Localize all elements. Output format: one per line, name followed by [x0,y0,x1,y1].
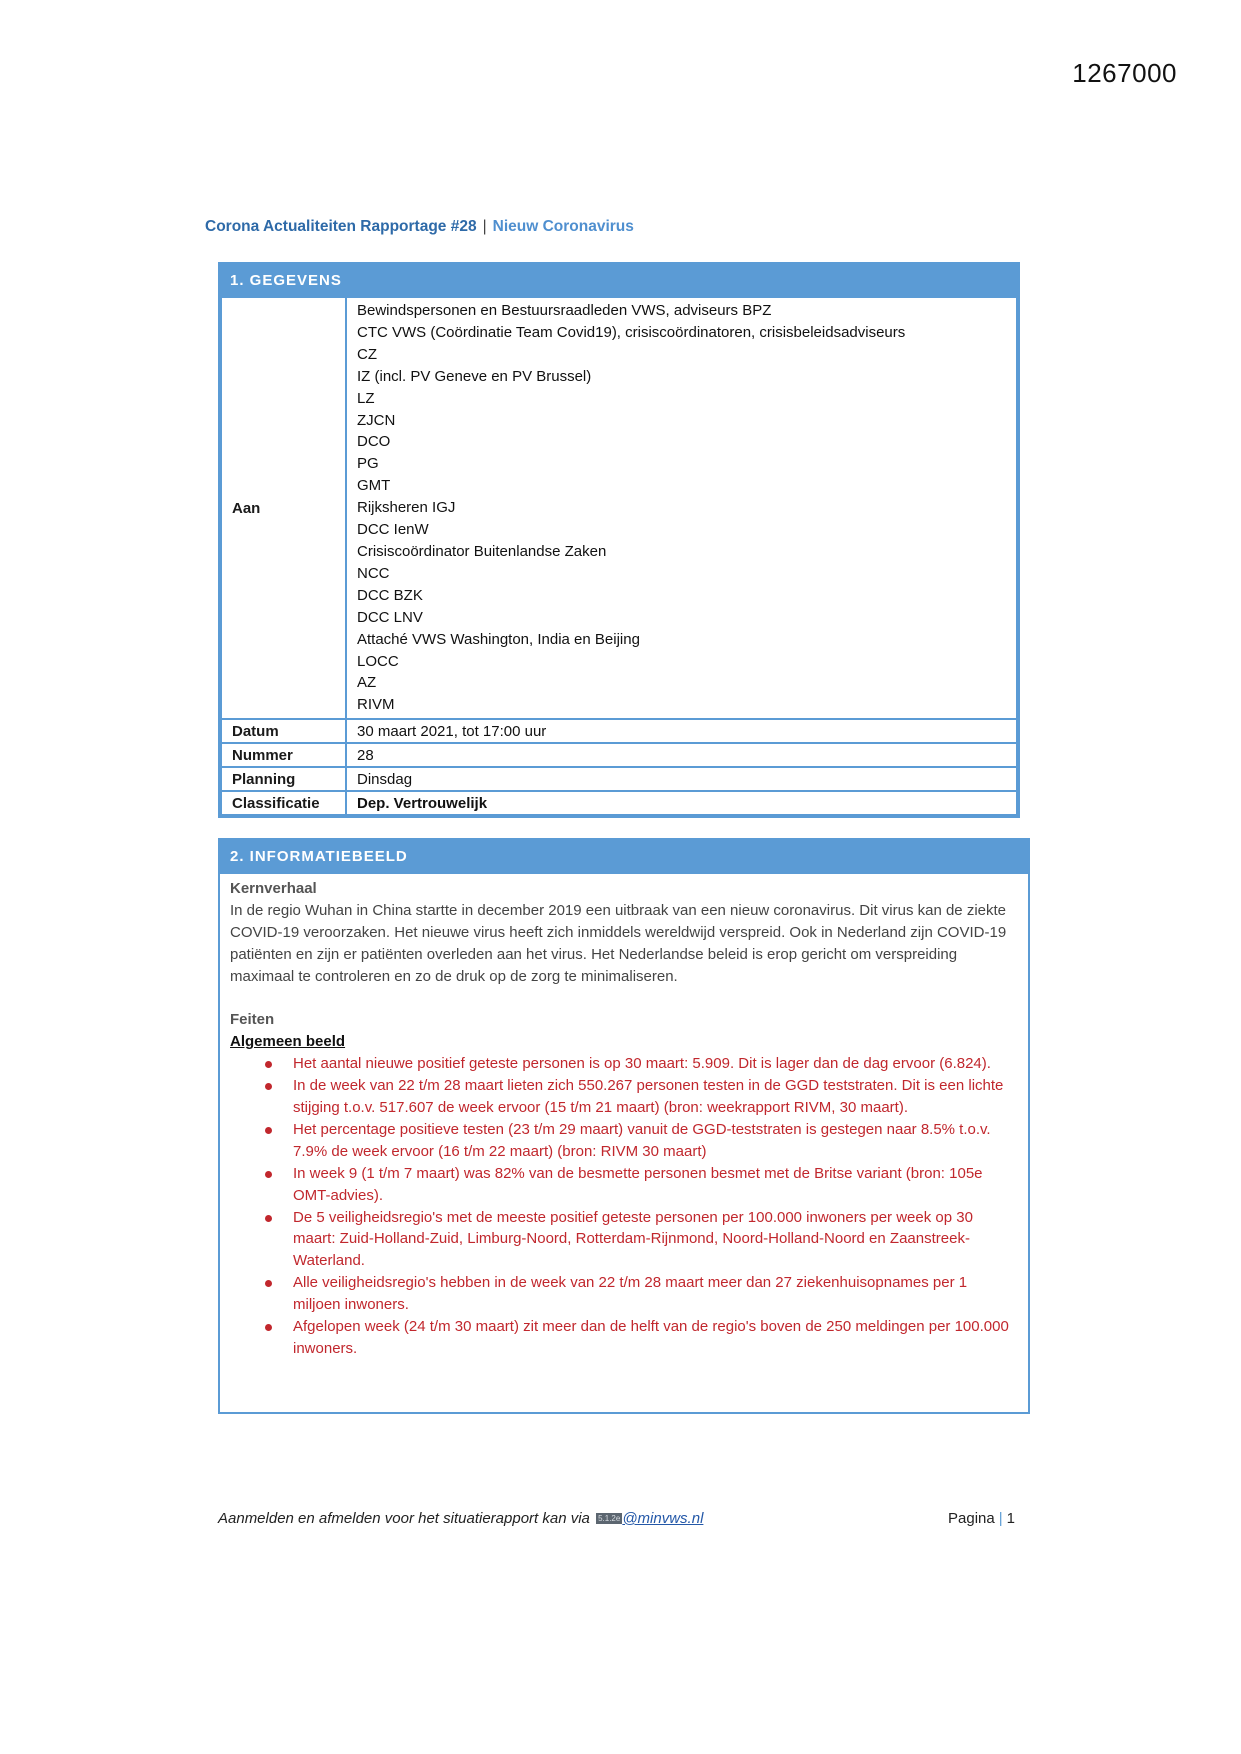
recipient-item: PG [357,455,379,473]
table-row-aan [221,298,1017,719]
datum-label: Datum [221,719,346,743]
recipient-item: DCC IenW [357,521,429,539]
recipient-item: Bewindspersonen en Bestuursraadleden VWS, adviseurs BPZ [357,302,772,319]
spacer [230,988,1018,1010]
table-row [221,791,1017,815]
footer-email-link[interactable]: @minvws.nl [622,1510,704,1527]
aan-label: Aan [221,298,346,719]
page-label: Pagina [948,1510,995,1527]
recipient-item: Crisiscoördinator Buitenlandse Zaken [357,542,607,560]
recipient-item: AZ [357,674,377,692]
table-row [221,719,1017,743]
recipient-list [357,298,1006,718]
list-item: De 5 veiligheidsregio's met de meeste positief geteste personen per 100.000 inwoners per week op 30 maart: Zuid-Holland-Zuid, Limburg-Noord, Rotterdam-Rijnmond, Noord-Holland-Noord en Zaanstreek-Waterland. [230,1207,1018,1273]
list-item: In de week van 22 t/m 28 maart lieten zich 550.267 personen testen in de GGD teststraten. Dit is een lichte stijging t.o.v. 517.607 de week ervoor (15 t/m 21 maart) (bron: weekrapport RIVM, 30 maart). [230,1075,1018,1119]
page-indicator [948,1510,1015,1527]
report-title: Corona Actualiteiten Rapportage #28 [205,218,477,235]
aan-value [346,298,1017,719]
planning-value: Dinsdag [346,767,1017,791]
header-separator: | [482,218,487,235]
redaction-mark: 5.1.2e [598,1514,621,1523]
list-item: Alle veiligheidsregio's hebben in de week van 22 t/m 28 maart meer dan 27 ziekenhuisopnames per 1 miljoen inwoners. [230,1272,1018,1316]
recipient-item: Attaché VWS Washington, India en Beijing [357,630,640,648]
list-item: Het percentage positieve testen (23 t/m 29 maart) vanuit de GGD-teststraten is gestegen naar 8.5% t.o.v. 7.9% de week ervoor (16 t/m 22 maart) (bron: RIVM 30 maart) [230,1119,1018,1163]
table-row [221,743,1017,767]
recipient-item: DCO [357,433,391,451]
recipient-item: RIVM [357,696,395,714]
recipient-item: NCC [357,564,390,582]
informatiebeeld-body [220,874,1028,1360]
feiten-heading: Feiten [230,1011,275,1029]
footer-text: Aanmelden en afmelden voor het situatierapport kan via [218,1510,590,1527]
section-informatiebeeld [218,838,1030,1414]
feiten-list [230,1053,1018,1360]
nummer-label: Nummer [221,743,346,767]
recipient-item: DCC BZK [357,586,423,604]
page-separator: | [998,1510,1003,1527]
datum-value: 30 maart 2021, tot 17:00 uur [346,719,1017,743]
algemeen-beeld-heading: Algemeen beeld [230,1033,346,1051]
section-informatiebeeld-title: 2. INFORMATIEBEELD [220,840,1028,874]
recipient-item: GMT [357,477,391,495]
kernverhaal-text: In de regio Wuhan in China startte in december 2019 een uitbraak van een nieuw coronavirus. Dit virus kan de ziekte COVID-19 veroorzaken. Het nieuwe virus heeft zich inmiddels wereldwijd verspreid. Ook in Nederland zijn COVID-19 patiënten en zijn er patiënten overleden aan het virus. Het Nederlandse beleid is erop gericht om verspreiding maximaal te controleren en zo de druk op de zorg te minimaliseren. [230,901,1007,985]
nummer-value: 28 [346,743,1017,767]
section-gegevens [218,262,1020,818]
classificatie-label: Classificatie [221,791,346,815]
recipient-item: LOCC [357,652,399,670]
recipient-item: Rijksheren IGJ [357,499,456,517]
recipient-item: ZJCN [357,411,396,429]
report-header [205,218,634,236]
list-item: Het aantal nieuwe positief geteste personen is op 30 maart: 5.909. Dit is lager dan de dag ervoor (6.824). [230,1053,1018,1075]
kernverhaal-heading: Kernverhaal [230,880,317,897]
recipient-item: CTC VWS (Coördinatie Team Covid19), crisiscoördinatoren, crisisbeleidsadviseurs [357,323,906,341]
report-subtitle: Nieuw Coronavirus [492,218,634,235]
footer-subscribe [218,1510,703,1527]
table-row [221,767,1017,791]
list-item: In week 9 (1 t/m 7 maart) was 82% van de besmette personen besmet met de Britse variant (bron: 105e OMT-advies). [230,1163,1018,1207]
recipient-item: DCC LNV [357,608,423,626]
planning-label: Planning [221,767,346,791]
document-number: 1267000 [1072,58,1177,88]
recipient-item: IZ (incl. PV Geneve en PV Brussel) [357,367,592,385]
classificatie-value: Dep. Vertrouwelijk [346,791,1017,815]
list-item: Afgelopen week (24 t/m 30 maart) zit meer dan de helft van de regio's boven de 250 meldingen per 100.000 inwoners. [230,1316,1018,1360]
gegevens-table [220,298,1018,816]
page-number: 1 [1006,1510,1015,1527]
recipient-item: CZ [357,345,377,363]
section-gegevens-title: 1. GEGEVENS [220,264,1018,298]
recipient-item: LZ [357,389,375,407]
